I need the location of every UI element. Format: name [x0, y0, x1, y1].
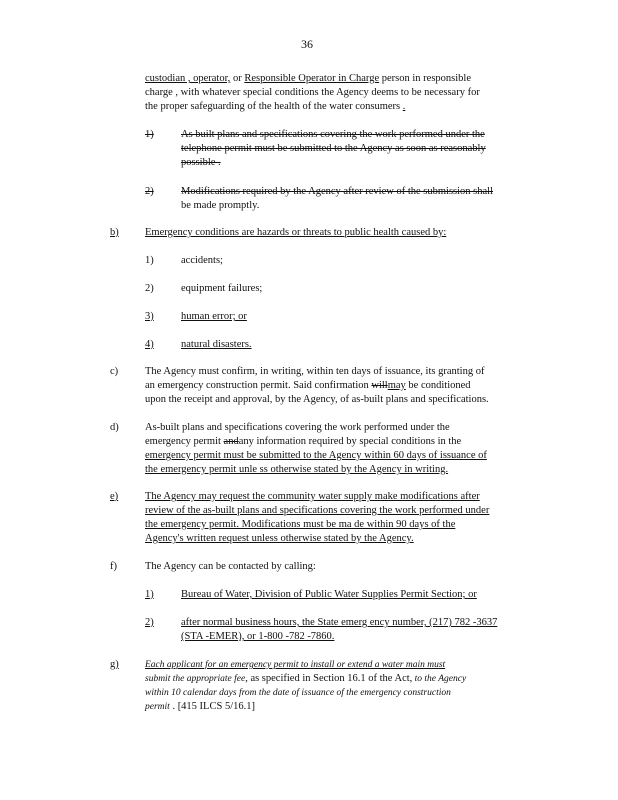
section-f-item-line: Bureau of Water, Division of Public Water Supplies Permit Section; or: [181, 589, 477, 600]
section-f-item-line: after normal business hours, the State emerg ency number, (217) 782 -3637: [181, 617, 498, 628]
section-f-item-number: 2): [145, 617, 154, 628]
section-d-line: emergency permit must be submitted to the Agency within 60 days of issuance of: [145, 450, 487, 461]
section-c-text: be conditioned: [405, 380, 471, 391]
struck-item-number: 1): [145, 129, 154, 140]
section-c-line: [145, 379, 471, 393]
intro-text: or: [230, 73, 245, 84]
intro-text: the proper safeguarding of the health of the water consumers: [145, 101, 403, 112]
section-d-struck-word: and: [223, 436, 239, 447]
intro-text: custodian , operator,: [145, 73, 231, 84]
section-b-item-number: 3): [145, 311, 154, 322]
intro-line-2: charge , with whatever special conditions the Agency deems to be necessary for: [145, 87, 480, 98]
section-b-item-number: 2): [145, 283, 154, 294]
intro-text: Responsible Operator in Charge: [244, 73, 380, 84]
section-g-line: Each applicant for an emergency permit to install or extend a water main must: [145, 660, 446, 670]
section-b-item-number: 4): [145, 339, 154, 350]
section-c-text: an emergency construction permit. Said confirmation: [145, 380, 372, 391]
section-c-line: The Agency must confirm, in writing, within ten days of issuance, its granting of: [145, 366, 485, 377]
section-e-line: review of the as-built plans and specifications covering the work performed under: [145, 505, 490, 516]
section-e-line: Agency's written request unless otherwise stated by the Agency.: [145, 533, 414, 544]
section-g-line: [145, 672, 466, 686]
section-g-text: , as specified in Section 16.1 of the Act,: [245, 673, 413, 684]
section-d-line: As-built plans and specifications covering the work performed under the: [145, 422, 450, 433]
section-b-label: b): [110, 227, 119, 238]
page-number: 36: [301, 37, 313, 51]
section-d-label: d): [110, 422, 119, 433]
section-g-text: . [415 ILCS 5/16.1]: [169, 701, 255, 712]
struck-item-line: As built plans and specifications covering the work performed under the: [181, 129, 485, 140]
section-e-line: the emergency permit. Modifications must be ma de within 90 days of the: [145, 519, 456, 530]
section-f-heading: The Agency can be contacted by calling:: [145, 561, 316, 572]
struck-item-line: Modifications required by the Agency after review of the submission shall: [181, 186, 494, 197]
section-g-text: permit: [145, 702, 170, 712]
section-g-line: [145, 700, 255, 714]
intro-line-1: [145, 72, 471, 86]
section-d-text: any information required by special conditions in the: [238, 436, 462, 447]
section-b-heading: Emergency conditions are hazards or threats to public health caused by:: [145, 227, 447, 238]
struck-item-line: telephone permit must be submitted to the Agency as soon as reasonably: [181, 143, 486, 154]
struck-item-line: possible .: [181, 157, 221, 168]
section-c-line: upon the receipt and approval, by the Agency, of as-built plans and specifications.: [145, 394, 489, 405]
struck-item-number: 2): [145, 186, 154, 197]
intro-line-3: [145, 100, 405, 114]
section-c-inserted-word: may: [387, 380, 406, 391]
intro-text: person in responsible: [379, 73, 472, 84]
section-e-line: The Agency may request the community water supply make modifications after: [145, 491, 480, 502]
section-b-item-number: 1): [145, 255, 154, 266]
section-d-line: the emergency permit unle ss otherwise stated by the Agency in writing.: [145, 464, 449, 475]
section-g-text: to the Agency: [412, 674, 467, 684]
section-d-text: emergency permit: [145, 436, 224, 447]
section-g-text: submit the appropriate fee: [145, 674, 246, 684]
section-c-struck-word: will: [371, 380, 388, 391]
intro-text: .: [402, 101, 406, 112]
section-g-line: within 10 calendar days from the date of issuance of the emergency construction: [145, 688, 451, 698]
section-e-label: e): [110, 491, 119, 502]
section-f-item-number: 1): [145, 589, 154, 600]
section-f-label: f): [110, 561, 117, 572]
section-b-item: equipment failures;: [181, 283, 263, 294]
section-b-item: human error; or: [181, 311, 247, 322]
section-f-item-line: (STA -EMER), or 1-800 -782 -7860.: [181, 631, 335, 642]
section-d-line: [145, 435, 461, 449]
section-g-label: g): [110, 659, 119, 670]
section-b-item: accidents;: [181, 255, 223, 266]
section-b-item: natural disasters.: [181, 339, 252, 350]
section-c-label: c): [110, 366, 119, 377]
struck-item-tail: be made promptly.: [181, 200, 260, 211]
